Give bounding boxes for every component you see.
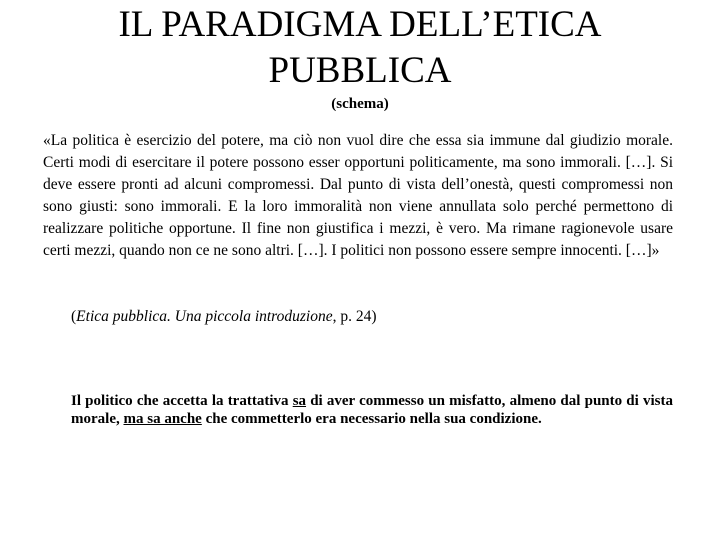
quote-paragraph: «La politica è esercizio del potere, ma ciò non vuol dire che essa sia immune dal giudizio morale. Certi modi di esercitare il potere possono esser opportuni politicamente, ma sono immorali. […]. Si deve essere pronti ad alcuni compromessi. Dal punto di vista dell’onestà, questi compromessi non sono giusti: sono immorali. E la loro immoralità non viene annullata solo perché permettono di realizzare politiche opportune. Il fine non giustifica i mezzi, è vero. Ma rimane ragionevole usare certi mezzi, quando non ce ne sono altri. […]. I politici non possono essere sempre innocenti. […]» [43,132,673,259]
page-title [0,2,720,94]
citation-open: ( [71,308,77,325]
subtitle: (schema) [331,96,389,112]
commentary-underline-1: sa [292,393,307,409]
citation-book-title: Etica pubblica. Una piccola introduzione [76,308,333,325]
commentary-text-1: Il politico che accetta la trattativa [71,393,293,409]
citation [71,306,377,328]
title-line-1: IL PARADIGMA DELL’ETICA [118,4,602,45]
citation-page: , p. 24) [332,308,377,325]
commentary-text-2: di aver commesso un misfatto, almeno dal punto di vista morale, [71,393,673,427]
commentary-text-3: che commetterlo era necessario nella sua condizione. [201,411,542,427]
commentary-underline-2: ma sa anche [123,411,202,427]
title-line-2: PUBBLICA [268,50,452,91]
commentary-paragraph [71,392,673,428]
